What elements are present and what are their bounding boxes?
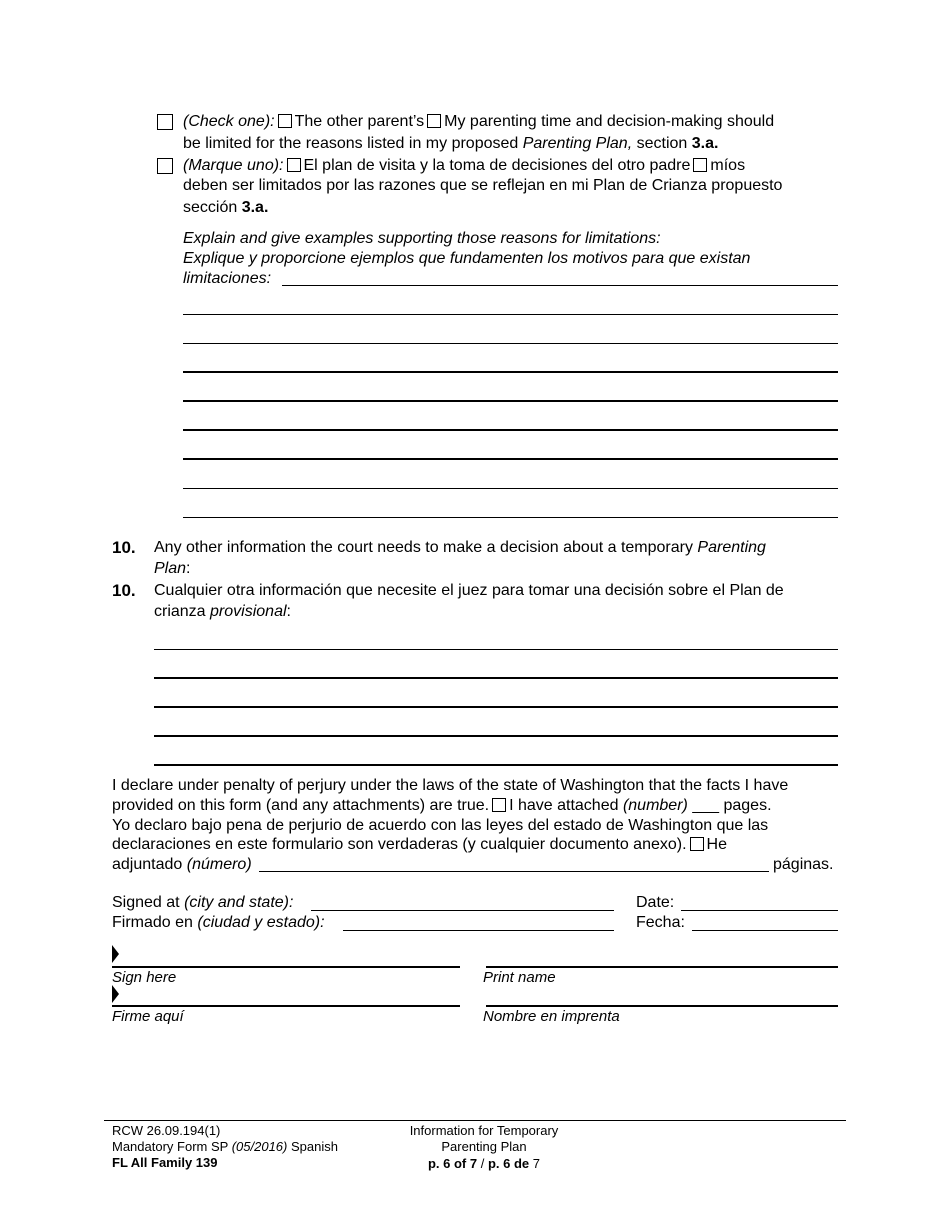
limit-es-line3: sección 3.a. bbox=[183, 199, 269, 216]
paginas-count-line[interactable] bbox=[259, 871, 769, 872]
section-10-answer-line[interactable] bbox=[154, 649, 838, 650]
other-parent-checkbox[interactable] bbox=[278, 114, 292, 128]
explain-es-2: limitaciones: bbox=[183, 270, 272, 287]
explain-answer-line[interactable] bbox=[183, 488, 838, 489]
limit-es-checkbox[interactable] bbox=[157, 158, 173, 174]
limit-en-line2: be limited for the reasons listed in my proposed Parenting Plan, section 3.a. bbox=[183, 135, 719, 152]
section-10-es-line1: Cualquier otra información que necesite el juez para tomar una decisión sobre el Plan de bbox=[154, 582, 784, 599]
declaration-en-1: I declare under penalty of perjury under the laws of the state of Washington that the facts I have bbox=[112, 777, 789, 794]
explain-answer-line[interactable] bbox=[183, 314, 838, 315]
sign-arrow-icon bbox=[112, 945, 119, 963]
section-10-number-es: 10. bbox=[112, 581, 136, 600]
footer-title-1: Information for Temporary bbox=[409, 1123, 559, 1138]
declaration-es-3: adjuntado (número) bbox=[112, 856, 252, 873]
declaration-es-1: Yo declaro bajo pena de perjurio de acuerdo con las leyes del estado de Washington que las bbox=[112, 817, 769, 834]
explain-answer-line[interactable] bbox=[183, 343, 838, 344]
footer-mandatory: Mandatory Form SP (05/2016) Spanish bbox=[112, 1139, 338, 1154]
explain-en: Explain and give examples supporting those reasons for limitations: bbox=[183, 230, 661, 247]
footer-rule bbox=[104, 1120, 846, 1121]
explain-answer-line[interactable] bbox=[183, 400, 838, 402]
firme-aqui-label: Firme aquí bbox=[112, 1008, 184, 1025]
date-label: Date: bbox=[636, 894, 675, 911]
firmado-en-label: Firmado en (ciudad y estado): bbox=[112, 914, 325, 931]
section-10-answer-line[interactable] bbox=[154, 706, 838, 708]
footer-title-2: Parenting Plan bbox=[441, 1139, 527, 1154]
declaration-en-2: provided on this form (and any attachments) are true. I have attached (number) ___ pages. bbox=[112, 797, 772, 814]
limit-en-checkbox[interactable] bbox=[157, 114, 173, 130]
section-10-en-line1: Any other information the court needs to make a decision about a temporary Parenting bbox=[154, 539, 766, 556]
signed-at-label: Signed at (city and state): bbox=[112, 894, 294, 911]
explain-answer-line[interactable] bbox=[282, 285, 838, 286]
limit-en-line1: (Check one): The other parent’s My parenting time and decision-making should bbox=[183, 113, 775, 130]
nombre-imprenta-label: Nombre en imprenta bbox=[483, 1008, 620, 1025]
attached-pages-checkbox[interactable] bbox=[492, 798, 506, 812]
explain-answer-line[interactable] bbox=[183, 371, 838, 373]
section-10-answer-line[interactable] bbox=[154, 677, 838, 679]
section-10-answer-line[interactable] bbox=[154, 735, 838, 737]
signed-at-field[interactable] bbox=[311, 910, 614, 911]
explain-es-1: Explique y proporcione ejemplos que fundamenten los motivos para que existan bbox=[183, 250, 751, 267]
fecha-field[interactable] bbox=[692, 930, 838, 931]
pages-count-blank[interactable]: ___ bbox=[692, 797, 720, 814]
footer-form-id: FL All Family 139 bbox=[112, 1155, 218, 1170]
print-name-label: Print name bbox=[483, 969, 556, 986]
limit-es-line2: deben ser limitados por las razones que se reflejan en mi Plan de Crianza propuesto bbox=[183, 177, 783, 194]
my-parenting-checkbox[interactable] bbox=[427, 114, 441, 128]
footer-rcw: RCW 26.09.194(1) bbox=[112, 1123, 221, 1138]
section-10-en-line2: Plan: bbox=[154, 560, 191, 577]
otro-padre-checkbox[interactable] bbox=[287, 158, 301, 172]
fecha-label: Fecha: bbox=[636, 914, 685, 931]
firmado-en-field[interactable] bbox=[343, 930, 614, 931]
limit-es-line1: (Marque uno): El plan de visita y la toma de decisiones del otro padre míos bbox=[183, 157, 746, 174]
explain-answer-line[interactable] bbox=[183, 429, 838, 431]
footer-page-number: p. 6 of 7 / p. 6 de 7 bbox=[427, 1156, 541, 1171]
section-10-answer-line[interactable] bbox=[154, 764, 838, 766]
firme-arrow-icon bbox=[112, 985, 119, 1003]
date-field[interactable] bbox=[681, 910, 838, 911]
sign-here-label: Sign here bbox=[112, 969, 177, 986]
explain-answer-line[interactable] bbox=[183, 458, 838, 460]
declaration-es-2: declaraciones en este formulario son verdaderas (y cualquier documento anexo). He bbox=[112, 836, 727, 853]
explain-answer-line[interactable] bbox=[183, 517, 838, 518]
section-10-es-line2: crianza provisional: bbox=[154, 603, 291, 620]
adjuntado-checkbox[interactable] bbox=[690, 837, 704, 851]
declaration-es-paginas: páginas. bbox=[773, 856, 834, 873]
section-10-number-en: 10. bbox=[112, 538, 136, 557]
mios-checkbox[interactable] bbox=[693, 158, 707, 172]
